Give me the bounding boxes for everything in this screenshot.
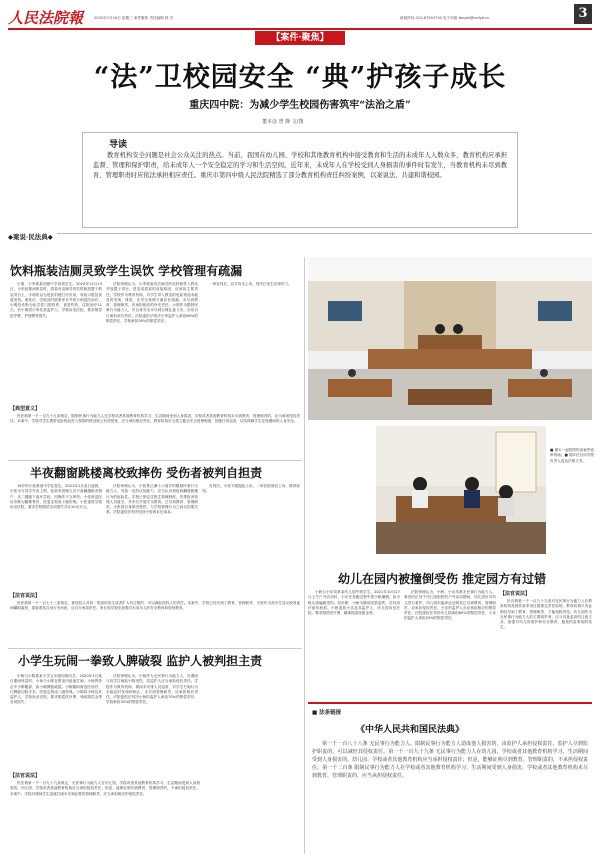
article3-comment-label: 【法官说法】 <box>10 773 41 779</box>
byline: 董本彦 曾 静 文/图 <box>262 119 304 125</box>
section-divider-1 <box>8 460 302 461</box>
article1-comment-label: 【典型意义】 <box>10 406 41 412</box>
article4-para-1: 小帆与小乐均系某幼儿园中班学生。2021年10月27日上午户外活动时，小乐在奔跑过程中将小帆撞倒，致小帆头部磕碰受伤。经诊断，小帆为额部皮肤裂伤，后经治疗留有疤痕。小帆遂将小乐及其监护人、幼儿园诉至法院，要求赔偿医疗费、精神损害抚慰金等。 <box>308 590 400 616</box>
masthead-date: 2025年7月16日 星期三 案件聚焦 责任编辑 林 芳 <box>94 16 174 20</box>
article3-col-1 <box>10 674 102 768</box>
intro-box <box>82 132 518 228</box>
page-subtitle: 重庆四中院：为减少学生校园伤害筑牢“法治之盾” <box>189 100 411 111</box>
article1-comment <box>10 405 300 459</box>
courtroom-image <box>308 257 592 420</box>
section-divider-2 <box>8 648 302 649</box>
masthead-logo: 人民法院報 <box>8 9 84 27</box>
article3-para-2: 法院审理认为，小杨作为无民事行为能力人，在课间与同学打闹致小陈受伤，其监护人应当承担侵权责任。学校作为教育机构，课间未安排人员巡查，对学生打闹行为未能及时发现和制止，未尽到管理职责，应承担相应责任。法院遂依法判决小杨的监护人承担70%的赔偿责任，学校承担30%的赔偿责任。 <box>106 674 198 705</box>
intro-label: 导读 <box>109 140 128 150</box>
article2-comment-text: 民法典第一千一百七十三条规定，被侵权人对同一损害的发生或者扩大有过错的，可以减轻侵权人的责任。本案中，学校已经尽到了教育、管理职责，小张作为高中生违反校规夜间翻窗离校，损害系其自身行为所致，应自行承担责任。家长和学校应加强对未成年人的安全教育和规则教育。 <box>10 601 300 611</box>
article1-col-3 <box>202 282 300 400</box>
column-divider <box>304 257 305 854</box>
section-tag-text: 案件·聚焦 <box>280 33 320 43</box>
law-box-text: 第一千一百八十八条 无民事行为能力人、限制民事行为能力人造成他人损害的，由监护人承担侵权责任。监护人尽到监护职责的，可以减轻其侵权责任。第一千一百九十九条 无民事行为能力人在幼儿园、学校或者其他教育机构学习、生活期间受到人身损害的，幼儿园、学校或者其他教育机构应当承担侵权责任；但是，能够证明尽到教育、管理职责的，不承担侵权责任。第一千二百条 限制民事行为能力人在学校或者其他教育机构学习、生活期间受到人身损害，学校或者其他教育机构未尽到教育、管理职责的，应当承担侵权责任。 <box>312 741 588 779</box>
article4-col-2 <box>404 590 496 698</box>
intro-rule <box>8 233 592 234</box>
page-number: 3 <box>574 4 592 24</box>
article1-para-3: 一审宣判后，双方均未上诉，判决已发生法律效力。 <box>209 282 292 286</box>
article2-col-2 <box>106 484 198 588</box>
intro-text: 教育机构安全问题是社会公众关注的热点。当前，我国在幼儿园、学校和其他教育机构中接受教育和生活的未成年人人数众多，教育机构应承担监督、管理和保护职责，给未成年人一个安全稳定的学习和生活空间。近年来，未成年人在学校受到人身损害的事件时有发生，当教育机构未尽到教育、管理职责时应依法承担相应责任。重庆市第四中级人民法院精选了部分教育机构责任纠纷案例，以案说法，共建和谐校园。 <box>93 152 507 179</box>
article1-title: 饮料瓶装洁厕灵致学生误饮 学校管理有疏漏 <box>10 264 243 278</box>
photo-caption: ■ 图①一起校园伤害案件庭审现场。■ 图②法官向学校负责人送达法律文书。 <box>550 448 594 463</box>
article1-para-1: 小明、小李系某初级中学同班学生。2020年11月13日，小李趁课间休息时，将装有洁厕灵的饮料瓶放置于教室讲台上，小明误以为是饮料便打开饮用，导致口腔及食道受伤。事发后，学校及时联系家长并将小明送医治疗。小明经诊断为化学性口腔灼伤、食管灼伤，住院治疗11天。后小明将小李及其监护人、学校诉至法院，要求赔偿医疗费、护理费等损失。 <box>10 282 102 318</box>
column-label: ◆案说·民法典◆ <box>8 232 57 241</box>
article3-comment-text: 民法典第一千一百九十九条规定，无民事行为能力人在幼儿园、学校或者其他教育机构学习、生活期间受到人身损害的，幼儿园、学校或者其他教育机构应当承担侵权责任；但是，能够证明尽到教育、管理职责的，不承担侵权责任。本案中，学校对课间学生追逐打闹未尽到必要的管理职责，应当承担相应的侵权责任。 <box>10 781 200 796</box>
article4-col-1 <box>308 590 400 698</box>
article3-comment <box>10 772 200 854</box>
article2-col-3 <box>202 484 300 588</box>
masthead <box>8 6 592 30</box>
article4-comment-label: 【法官说法】 <box>500 591 531 597</box>
meeting-photo <box>376 426 546 554</box>
law-box-label: ■ 法条链接 <box>312 710 342 716</box>
section-tag: 【案件·聚焦】 <box>255 31 345 45</box>
law-box <box>308 702 592 856</box>
courtroom-photo <box>308 257 592 420</box>
article4-para-2: 法院审理认为，小帆、小乐均系无民事行为能力人，事发时正处于幼儿园组织的户外活动期间，幼儿园应对幼儿进行看护。幼儿园未能举证证明其已尽到教育、管理职责，应承担侵权责任。小乐的监护人亦应承担相应的赔偿责任。法院遂依法判决幼儿园承担80%的赔偿责任，小乐的监护人承担20%的赔偿责任。 <box>404 590 496 621</box>
article1-col-2 <box>106 282 198 400</box>
article2-para-3: 宣判后，小张不服提起上诉，二审法院驳回上诉，维持原判。 <box>202 484 300 494</box>
masthead-contact: 新闻热线 010-67550730 电子信箱 fenghi@rmfyb.cn <box>400 16 490 20</box>
article2-para-2: 法院审理认为，小张系已满十六周岁的限制民事行为能力人，具备一定的认知能力，应当认识到夜间翻窗跳楼行为的危险性。学校已制定住校生管理制度，安排宿舍管理人员值守，并多次开展安全教育，已尽到教育、管理职责。小张因自身原因受伤，与学校管理行为之间无因果关系。法院遂依法判决驳回小张的诉讼请求。 <box>106 484 198 515</box>
article2-col-1 <box>10 484 102 588</box>
article3-col-2 <box>106 674 198 768</box>
page-title: “法”卫校园安全 “典”护孩子成长 <box>93 62 507 93</box>
article2-comment-label: 【法官说法】 <box>10 593 41 599</box>
article2-comment <box>10 592 300 644</box>
article4-comment-text: 民法典第一千一百九十九条对无民事行为能力人在教育机构受到伤害采用过错推定责任原则，教育机构只有证明其尽到了教育、管理职责，才能免除责任。幼儿园作为无民事行为能力人的主要看护者，应当具备更高的注意义务，加强对幼儿的看护和安全教育，避免伤害事故的发生。 <box>500 599 592 630</box>
article3-title: 小学生玩闹一拳致人脾破裂 监护人被判担主责 <box>18 654 263 668</box>
law-box-title: 《中华人民共和国民法典》 <box>356 725 465 735</box>
article2-para-1: 16岁的小张系某中学住校生。2021年1月某日凌晨，小张为与同学外出上网，趁宿舍管理人员不备翻越宿舍窗户，从二楼跳下离开学校，因操作不当摔伤。小张被送医后诊断为腰椎骨折，经鉴定构成十级伤残。小张遂将学校诉至法院，要求学校赔偿各项损失共计20余万元。 <box>10 484 102 510</box>
article1-comment-text: 民法典第一千一百九十九条规定，限制民事行为能力人在学校或者其他教育机构学习、生活期间受到人身损害，学校或者其他教育机构未尽到教育、管理职责的，应当承担侵权责任。本案中，学校对学生携带危险物品进入校园的情况缺乏有效排查，应当承担相应责任。教育机构应当建立健全安全管理制度，加强日常巡查，切实保障学生在校期间的人身安全。 <box>10 414 300 424</box>
article4-title: 幼儿在园内被撞倒受伤 推定园方有过错 <box>338 572 547 586</box>
meeting-image <box>376 426 546 554</box>
article1-para-2: 法院审理认为，小李将装有洁厕灵的饮料瓶带入教室并放置于讲台，是造成损害的直接原因，应承担主要责任。学校作为教育机构，对学生带入教室的危险物品未能及时发现、排查，在安全管理方面存在疏漏，未尽到教育、管理职责，应承担相应的补充责任。小明作为限制民事行为能力人，对自身安全未尽到合理注意义务，亦应自行承担部分责任。法院遂依法判决小李监护人承担60%的赔偿责任，学校承担30%的赔偿责任。 <box>106 282 198 324</box>
article3-para-1: 小杨与小陈系某小学五年级同班同学。2020年5月某日课间休息时，小杨与小陈在教室内追逐打闹，小杨挥拳击中小陈腹部，致小陈脾脏破裂。小陈随即被送医治疗，行脾脏切除手术，经鉴定构成八级伤残。小陈将小杨及其监护人、学校诉至法院，要求赔偿医疗费、残疾赔偿金等各项损失。 <box>10 674 102 705</box>
article2-title: 半夜翻窗跳楼离校致摔伤 受伤者被判自担责 <box>30 466 263 480</box>
article4-comment <box>500 590 592 698</box>
article1-col-1 <box>10 282 102 400</box>
